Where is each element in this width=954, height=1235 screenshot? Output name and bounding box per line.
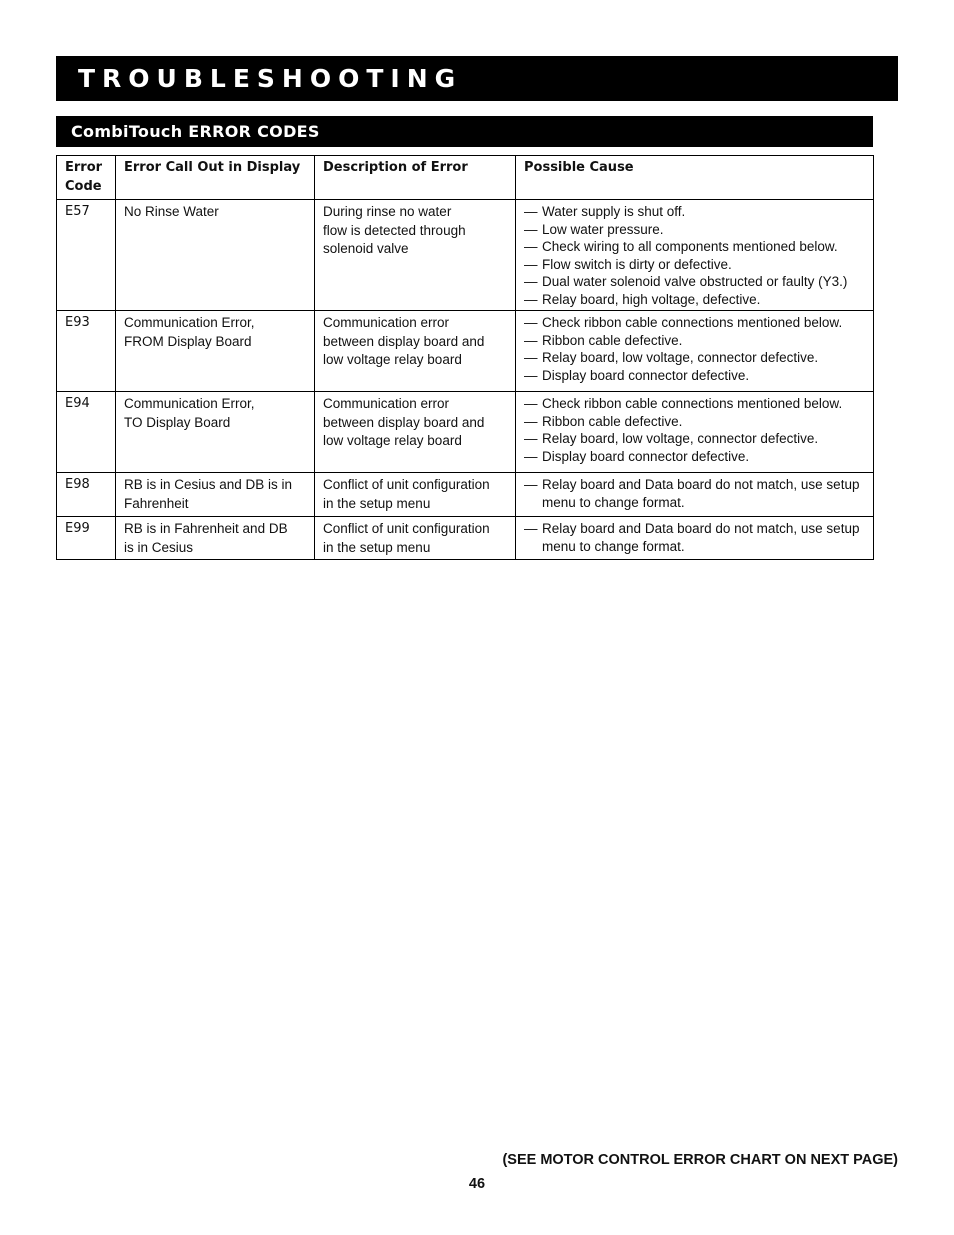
table-row — [57, 392, 874, 473]
error-code-cell: E99 — [57, 517, 116, 560]
error-code-cell: E98 — [57, 473, 116, 517]
callout-line: RB is in Cesius and DB is in — [124, 477, 293, 492]
callout-line: is in Cesius — [124, 539, 194, 555]
page-title: TROUBLESHOOTING — [78, 64, 463, 93]
table-row — [57, 311, 874, 392]
description-line: between display board and — [323, 333, 485, 349]
description-cell — [315, 392, 516, 473]
section-title-bar — [56, 116, 873, 147]
error-codes-table — [56, 155, 874, 560]
callout-line: No Rinse Water — [124, 204, 219, 219]
possible-cause-cell — [516, 200, 874, 311]
cause-item: — Low water pressure. — [524, 221, 865, 239]
cause-item: — Check wiring to all components mentioned below. — [524, 238, 865, 256]
cause-list — [524, 520, 865, 555]
callout-cell — [116, 517, 315, 560]
description-line: Communication error — [323, 315, 450, 330]
table-row — [57, 473, 874, 517]
description-line: During rinse no water — [323, 204, 452, 219]
callout-line: TO Display Board — [124, 414, 231, 430]
table-body — [57, 200, 874, 560]
cause-item: — Relay board, low voltage, connector defective. — [524, 349, 865, 367]
description-cell — [315, 200, 516, 311]
cause-item: — Flow switch is dirty or defective. — [524, 256, 865, 274]
possible-cause-cell — [516, 517, 874, 560]
description-line: Conflict of unit configuration — [323, 477, 490, 492]
description-line: Conflict of unit configuration — [323, 521, 490, 536]
callout-cell — [116, 473, 315, 517]
callout-cell — [116, 311, 315, 392]
description-cell — [315, 473, 516, 517]
error-code-cell: E94 — [57, 392, 116, 473]
error-code-cell: E93 — [57, 311, 116, 392]
callout-line: Communication Error, — [124, 315, 255, 330]
possible-cause-cell — [516, 473, 874, 517]
footer-note: (SEE MOTOR CONTROL ERROR CHART ON NEXT PAGE) — [502, 1152, 898, 1168]
description-line: in the setup menu — [323, 539, 431, 555]
description-cell — [315, 311, 516, 392]
cause-list — [524, 314, 865, 384]
description-cell — [315, 517, 516, 560]
cause-item: — Relay board and Data board do not match, use setup menu to change format. — [524, 476, 865, 511]
callout-line: Fahrenheit — [124, 495, 189, 511]
page-title-bar — [56, 56, 898, 101]
cause-item: — Relay board, low voltage, connector defective. — [524, 430, 865, 448]
cause-item: — Check ribbon cable connections mentioned below. — [524, 314, 865, 332]
table-row — [57, 200, 874, 311]
error-code-cell: E57 — [57, 200, 116, 311]
cause-list — [524, 476, 865, 511]
description-line: solenoid valve — [323, 241, 409, 256]
cause-item: — Dual water solenoid valve obstructed or faulty (Y3.) — [524, 273, 865, 291]
description-line: low voltage relay board — [323, 352, 462, 367]
callout-line: RB is in Fahrenheit and DB — [124, 521, 288, 536]
cause-item: — Relay board and Data board do not match, use setup menu to change format. — [524, 520, 865, 555]
description-line: in the setup menu — [323, 495, 431, 511]
cause-list — [524, 203, 865, 308]
description-line: Communication error — [323, 396, 450, 411]
callout-line: Communication Error, — [124, 396, 255, 411]
column-header-callout: Error Call Out in Display — [116, 156, 315, 200]
table-header-row — [57, 156, 874, 200]
column-header-description: Description of Error — [315, 156, 516, 200]
column-header-possible-cause: Possible Cause — [516, 156, 874, 200]
description-line: flow is detected through — [323, 222, 466, 238]
cause-item: — Relay board, high voltage, defective. — [524, 291, 865, 309]
cause-list — [524, 395, 865, 465]
cause-item: — Check ribbon cable connections mentioned below. — [524, 395, 865, 413]
cause-item: — Ribbon cable defective. — [524, 413, 865, 431]
cause-item: — Display board connector defective. — [524, 448, 865, 466]
callout-line: FROM Display Board — [124, 333, 252, 349]
possible-cause-cell — [516, 311, 874, 392]
cause-item: — Ribbon cable defective. — [524, 332, 865, 350]
section-title: CombiTouch ERROR CODES — [71, 122, 320, 141]
cause-item: — Display board connector defective. — [524, 367, 865, 385]
possible-cause-cell — [516, 392, 874, 473]
column-header-error-code: Error Code — [57, 156, 116, 200]
cause-item: — Water supply is shut off. — [524, 203, 865, 221]
description-line: low voltage relay board — [323, 433, 462, 448]
table-row — [57, 517, 874, 560]
callout-cell — [116, 392, 315, 473]
callout-cell — [116, 200, 315, 311]
description-line: between display board and — [323, 414, 485, 430]
page-number: 46 — [468, 1176, 486, 1192]
